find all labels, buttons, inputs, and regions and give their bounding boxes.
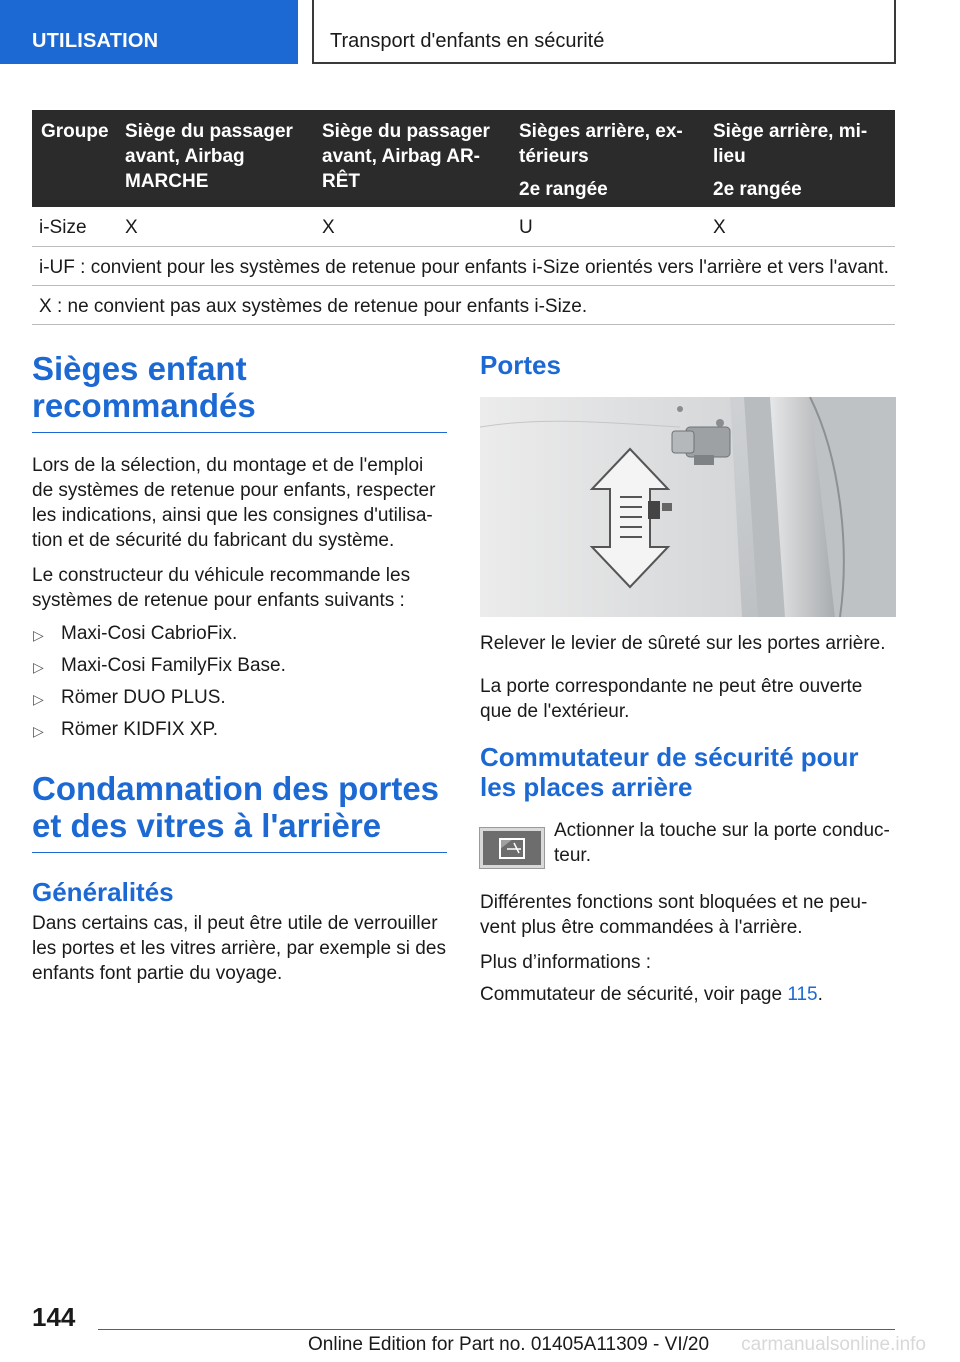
cross-reference: Commutateur de sécurité, voir page 115. bbox=[480, 984, 823, 1005]
list-item: ▷ Maxi-Cosi FamilyFix Base. bbox=[32, 653, 447, 678]
page-link[interactable]: 115 bbox=[787, 984, 818, 1005]
table-cell: i-Size bbox=[39, 217, 87, 238]
triangle-bullet-icon: ▷ bbox=[33, 659, 44, 675]
list-item: ▷ Römer DUO PLUS. bbox=[32, 685, 447, 710]
table-header-cell: Siège arrière, mi-lieu 2e rangée bbox=[713, 121, 868, 200]
table-cell: X bbox=[125, 217, 138, 238]
table-cell: X bbox=[713, 217, 726, 238]
page-number: 144 bbox=[32, 1302, 76, 1332]
heading-recommended-seats: Sièges enfant recommandés bbox=[32, 350, 447, 433]
heading-safety-switch: Commutateur de sécurité pour les places arrière bbox=[480, 742, 859, 802]
table-row bbox=[32, 207, 895, 247]
table-header-cell: Sièges arrière, ex-térieurs 2e rangée bbox=[519, 121, 683, 200]
triangle-bullet-icon: ▷ bbox=[33, 627, 44, 643]
header-section-label: UTILISATION bbox=[32, 30, 159, 52]
paragraph: La porte correspondante ne peut être ouverte que de l'extérieur. bbox=[480, 676, 863, 722]
table-header-row bbox=[32, 110, 895, 207]
paragraph: Dans certains cas, il peut être utile de verrouiller les portes et les vitres arrière, par exemple si des enfants font partie du voyage. bbox=[32, 913, 446, 984]
paragraph: Plus d’informations : bbox=[480, 952, 652, 973]
door-child-lock-image bbox=[480, 397, 896, 617]
header-section-tab bbox=[0, 0, 298, 64]
header-title-box bbox=[312, 0, 896, 64]
paragraph: Différentes fonctions sont bloquées et ne peu-vent plus être commandées à l'arrière. bbox=[480, 892, 868, 938]
table-header-cell: Siège du passager avant, Airbag AR-RÊT bbox=[322, 121, 490, 192]
watermark: carmanualsonline.info bbox=[741, 1334, 926, 1355]
list-item: ▷ Römer KIDFIX XP. bbox=[32, 717, 447, 742]
compatibility-table bbox=[32, 110, 895, 325]
header-title: Transport d'enfants en sécurité bbox=[330, 30, 605, 52]
table-cell: U bbox=[519, 217, 533, 238]
heading-doors: Portes bbox=[480, 350, 561, 380]
triangle-bullet-icon: ▷ bbox=[33, 691, 44, 707]
table-header-cell: Siège du passager avant, Airbag MARCHE bbox=[125, 121, 293, 192]
table-cell: X bbox=[322, 217, 335, 238]
table-note: i-UF : convient pour les systèmes de retenue pour enfants i-Size orientés vers l'arrière et vers l'avant. bbox=[32, 247, 895, 286]
safety-switch-instruction bbox=[480, 818, 896, 870]
table-header-cell: Groupe bbox=[41, 121, 109, 142]
table-note: X : ne convient pas aux systèmes de retenue pour enfants i-Size. bbox=[32, 286, 895, 325]
footer-edition: Online Edition for Part no. 01405A11309 - VI/20 bbox=[308, 1334, 710, 1355]
window-lock-switch-icon bbox=[480, 828, 544, 868]
left-column bbox=[32, 350, 447, 986]
heading-door-window-lock: Condamnation des portes et des vitres à l'arrière bbox=[32, 770, 447, 853]
paragraph: Le constructeur du véhicule recommande les systèmes de retenue pour enfants suivants : bbox=[32, 565, 411, 611]
subheading-general: Généralités bbox=[32, 877, 174, 907]
footer-divider bbox=[98, 1329, 895, 1330]
triangle-bullet-icon: ▷ bbox=[33, 723, 44, 739]
paragraph: Lors de la sélection, du montage et de l'emploi de systèmes de retenue pour enfants, respecter les indications, ainsi que les consignes d'utilisa-tion et de sécurité du fabricant du système. bbox=[32, 455, 436, 551]
list-item: ▷ Maxi-Cosi CabrioFix. bbox=[32, 621, 447, 646]
paragraph: Relever le levier de sûreté sur les portes arrière. bbox=[480, 633, 886, 654]
recommended-seats-list bbox=[32, 621, 447, 742]
switch-instruction-text: Actionner la touche sur la porte conduc-teur. bbox=[554, 820, 890, 866]
right-column bbox=[480, 350, 896, 1007]
